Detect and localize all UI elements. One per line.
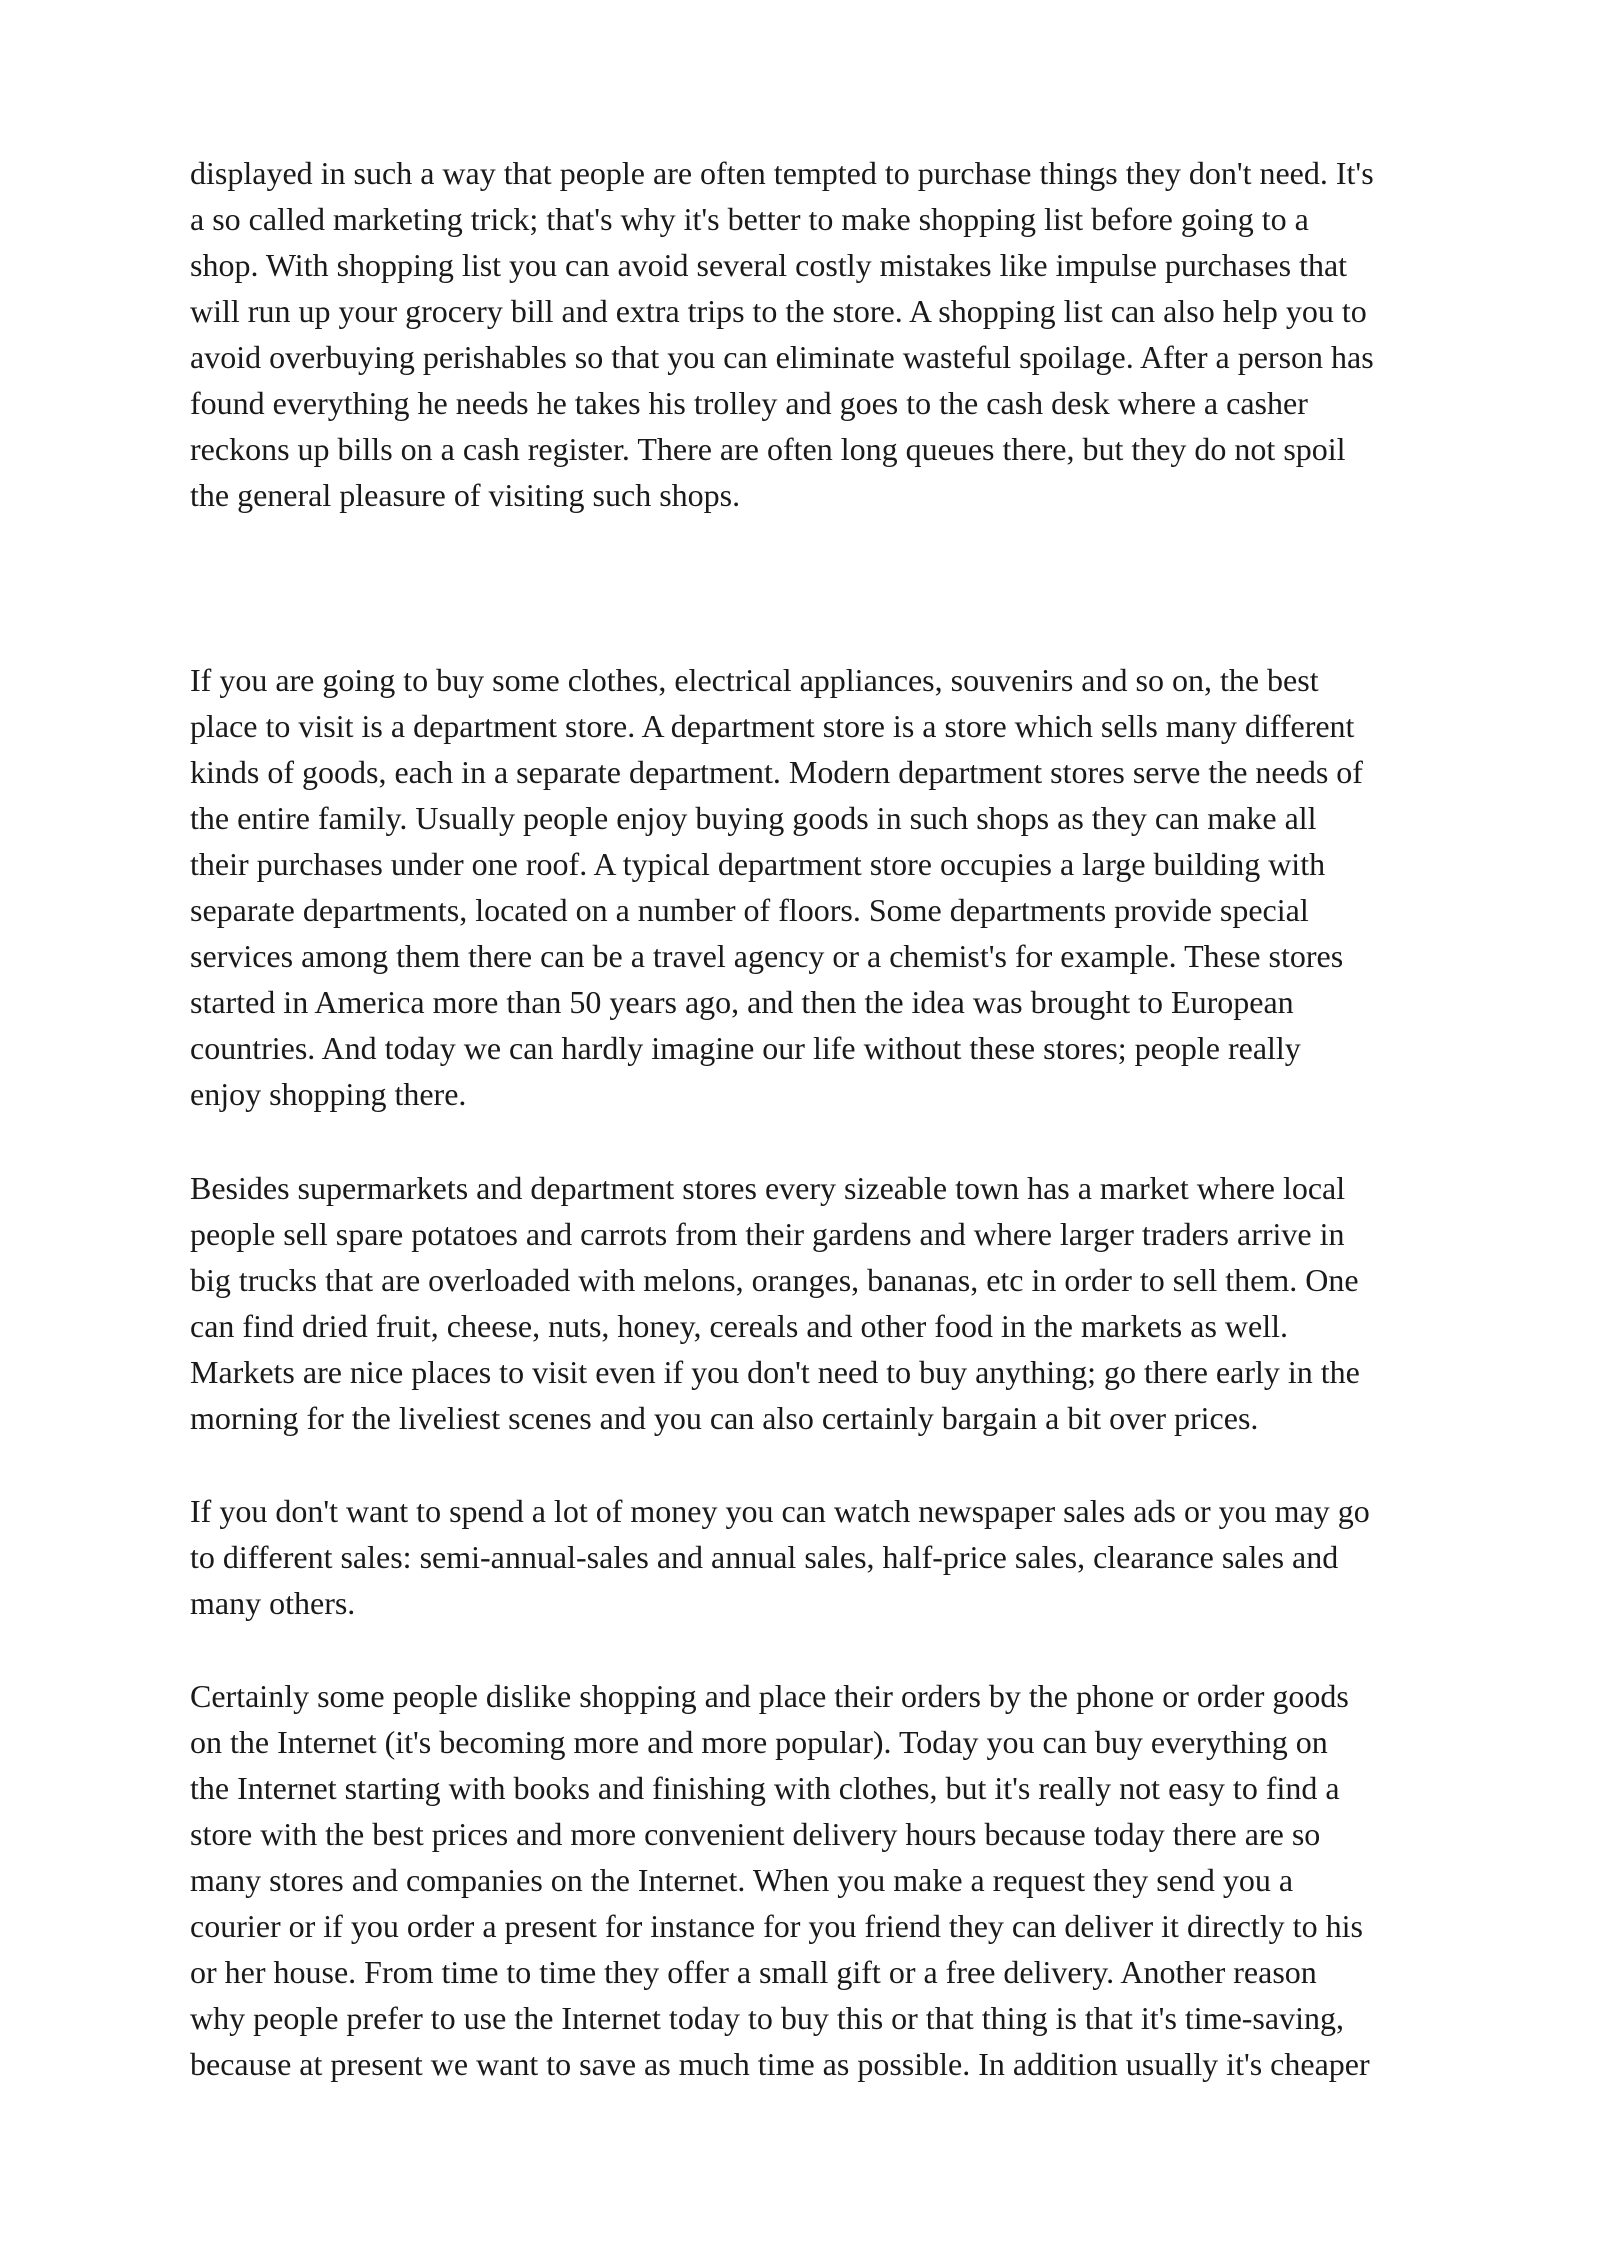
text-line: on the Internet (it's becoming more and more popular). Today you can buy everything on: [190, 1724, 1328, 1760]
text-line: because at present we want to save as much time as possible. In addition usually it's cheaper: [190, 2046, 1370, 2082]
text-line: to different sales: semi-annual-sales and annual sales, half-price sales, clearance sales and: [190, 1539, 1339, 1575]
text-line: many others.: [190, 1585, 356, 1621]
text-line: separate departments, located on a number of floors. Some departments provide special: [190, 892, 1309, 928]
text-line: kinds of goods, each in a separate department. Modern department stores serve the needs of: [190, 754, 1363, 790]
text-line: Besides supermarkets and department stores every sizeable town has a market where local: [190, 1170, 1346, 1206]
text-line: a so called marketing trick; that's why it's better to make shopping list before going to a: [190, 201, 1309, 237]
text-line: will run up your grocery bill and extra trips to the store. A shopping list can also help you to: [190, 293, 1367, 329]
paragraph-sales: [190, 1488, 1510, 1626]
text-line: the entire family. Usually people enjoy buying goods in such shops as they can make all: [190, 800, 1317, 836]
text-line: shop. With shopping list you can avoid several costly mistakes like impulse purchases that: [190, 247, 1348, 283]
text-line: morning for the liveliest scenes and you can also certainly bargain a bit over prices.: [190, 1400, 1259, 1436]
text-line: many stores and companies on the Internet. When you make a request they send you a: [190, 1862, 1294, 1898]
text-line: countries. And today we can hardly imagine our life without these stores; people really: [190, 1030, 1301, 1066]
text-line: enjoy shopping there.: [190, 1076, 467, 1112]
text-line: reckons up bills on a cash register. There are often long queues there, but they do not spoil: [190, 431, 1346, 467]
text-line: displayed in such a way that people are often tempted to purchase things they don't need. It's: [190, 155, 1374, 191]
text-line: services among them there can be a travel agency or a chemist's for example. These stores: [190, 938, 1344, 974]
text-line: the Internet starting with books and finishing with clothes, but it's really not easy to find a: [190, 1770, 1340, 1806]
text-line: started in America more than 50 years ago, and then the idea was brought to European: [190, 984, 1294, 1020]
text-line: Certainly some people dislike shopping and place their orders by the phone or order goods: [190, 1678, 1349, 1714]
text-line: courier or if you order a present for instance for you friend they can deliver it directly to his: [190, 1908, 1363, 1944]
text-line: why people prefer to use the Internet today to buy this or that thing is that it's time-saving,: [190, 2000, 1344, 2036]
text-line: Markets are nice places to visit even if you don't need to buy anything; go there early in the: [190, 1354, 1360, 1390]
text-line: store with the best prices and more convenient delivery hours because today there are so: [190, 1816, 1321, 1852]
paragraph-department-store: [190, 657, 1510, 1117]
text-line: people sell spare potatoes and carrots from their gardens and where larger traders arrive in: [190, 1216, 1345, 1252]
text-line: the general pleasure of visiting such shops.: [190, 477, 741, 513]
text-line: If you are going to buy some clothes, electrical appliances, souvenirs and so on, the best: [190, 662, 1319, 698]
paragraph-market: [190, 1165, 1510, 1441]
text-line: place to visit is a department store. A department store is a store which sells many different: [190, 708, 1355, 744]
text-line: big trucks that are overloaded with melons, oranges, bananas, etc in order to sell them. One: [190, 1262, 1359, 1298]
text-line: If you don't want to spend a lot of money you can watch newspaper sales ads or you may go: [190, 1493, 1370, 1529]
text-line: can find dried fruit, cheese, nuts, honey, cereals and other food in the markets as well.: [190, 1308, 1288, 1344]
paragraph-internet-shopping: [190, 1673, 1510, 2087]
text-line: avoid overbuying perishables so that you can eliminate wasteful spoilage. After a person has: [190, 339, 1374, 375]
text-line: found everything he needs he takes his trolley and goes to the cash desk where a casher: [190, 385, 1308, 421]
paragraph-supermarket-shopping: [190, 150, 1510, 518]
text-line: or her house. From time to time they offer a small gift or a free delivery. Another reason: [190, 1954, 1317, 1990]
text-line: their purchases under one roof. A typical department store occupies a large building with: [190, 846, 1326, 882]
